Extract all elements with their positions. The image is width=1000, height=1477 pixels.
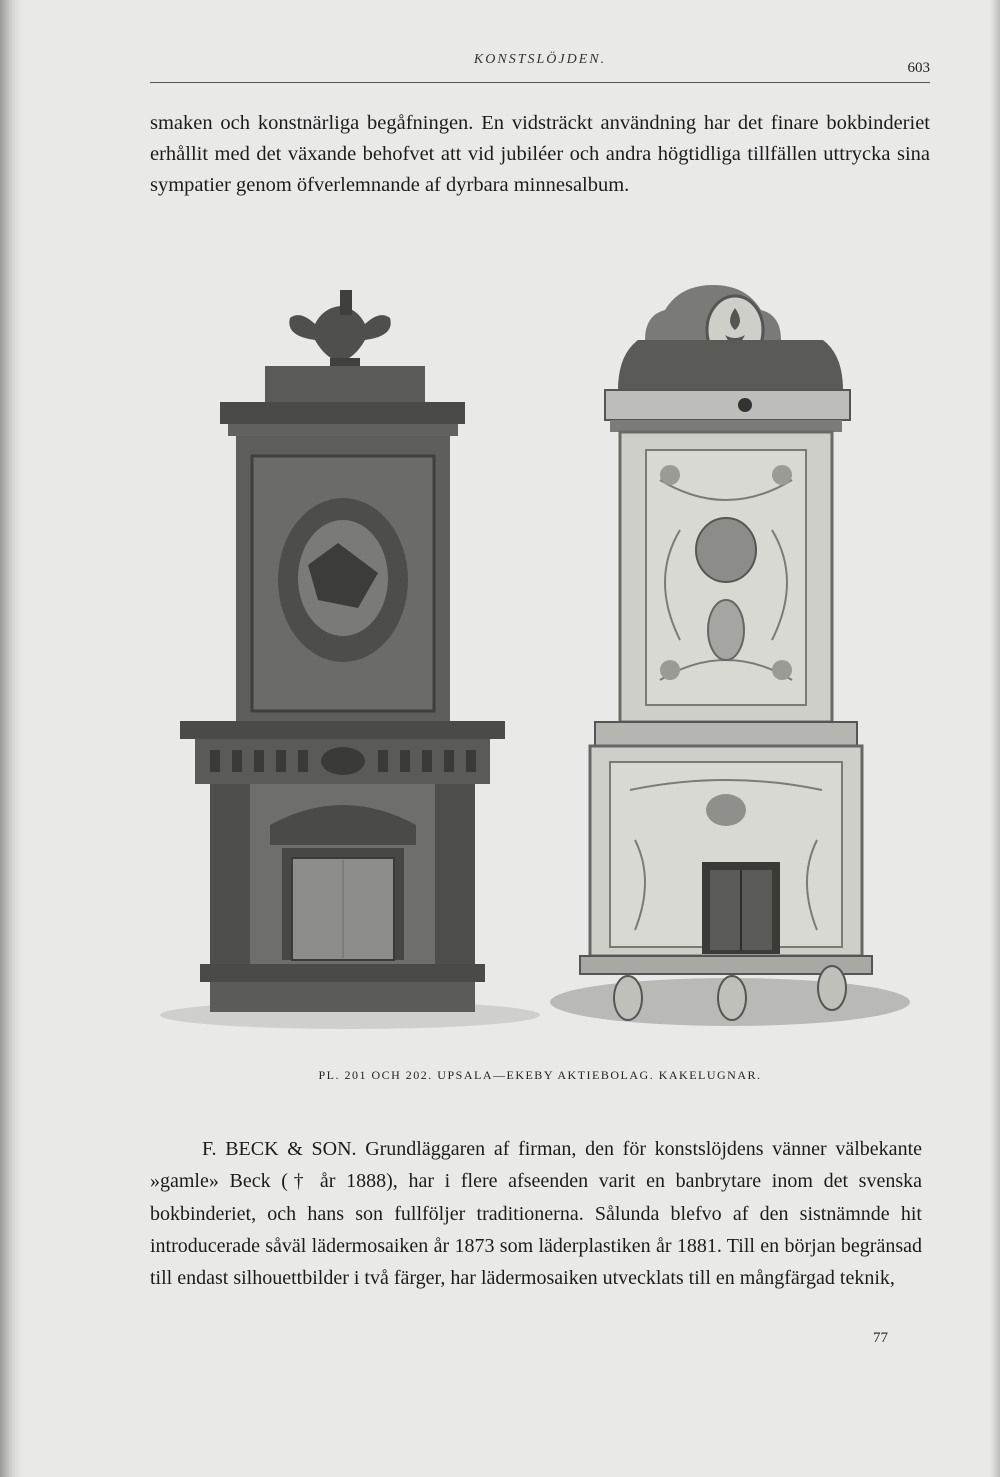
page-edge bbox=[990, 0, 1000, 1477]
bottom-paragraph: F. BECK & SON. Grundläggaren af firman, den för konstslöjdens vänner välbekante »gamle» Beck († år 1888), har i flere afseenden varit en banbrytare inom det svenska bokbinderiet, och hans son fullföljer traditionerna. Sålunda blefvo af den sistnämnde hit introducerade såväl lädermosaiken år 1873 som läderplastiken år 1881. Till en början begränsad till endast silhouettbilder i två färger, har lädermosaiken utvecklats till en mångfärgad teknik, bbox=[150, 1138, 922, 1290]
tiled-stoves-illustration bbox=[140, 280, 930, 1060]
figure-caption: PL. 201 OCH 202. UPSALA—EKEBY AKTIEBOLAG. KAKELUGNAR. bbox=[318, 1068, 762, 1082]
running-head bbox=[150, 52, 930, 83]
spine-shadow bbox=[0, 0, 22, 1477]
top-paragraph: smaken och konstnärliga begåfningen. En vidsträckt användning har det finare bokbinderiet erhållit med det växande behofvet att vid jubiléer och andra högtidliga tillfällen uttrycka sina sympatier genom öfverlemnande af dyrbara minnesalbum. bbox=[150, 112, 930, 196]
page-number: 603 bbox=[907, 60, 930, 76]
left-stove bbox=[180, 290, 505, 1012]
plate-illustration bbox=[140, 280, 930, 1060]
right-stove bbox=[580, 285, 872, 1020]
running-title: KONSTSLÖJDEN. bbox=[473, 52, 607, 67]
signature-mark: 77 bbox=[873, 1330, 888, 1346]
